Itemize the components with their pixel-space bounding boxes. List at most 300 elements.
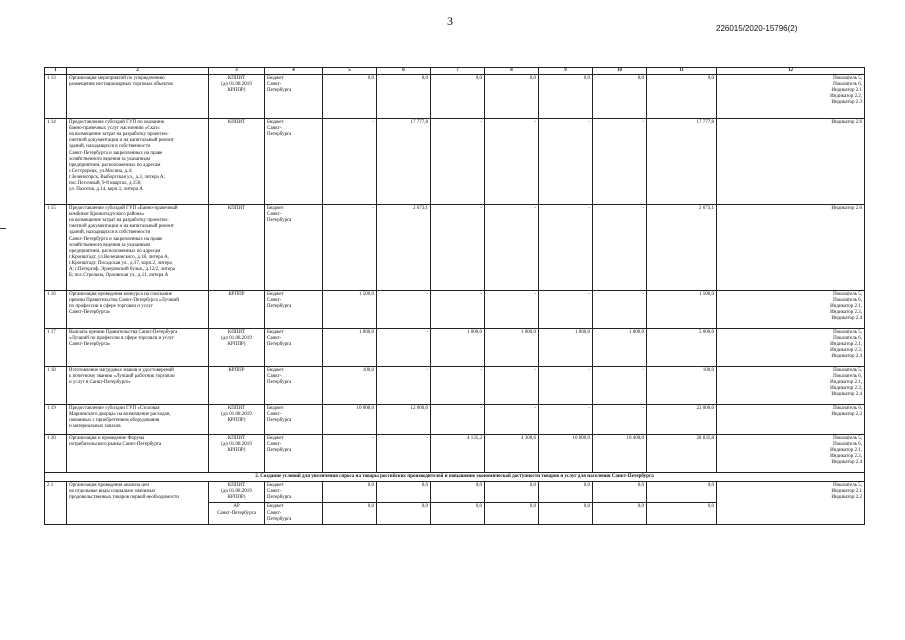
row-number-line: 1 15 [47,206,56,212]
indicator-cell-line: Индикатор 2.3, [830,454,862,460]
value-cell [377,75,431,119]
value-cell [431,291,485,329]
activity-description-line: Организация мероприятий по упорядочению [69,76,165,82]
activity-description-line: по профессии в сфере торговли и услуг [69,304,153,310]
executor-cell [209,291,265,329]
funding-source-cell [265,205,323,291]
value-cell-line: 0,0 [529,483,536,489]
value-cell [323,405,377,435]
executor-cell-line: КППИТ [227,436,246,442]
funding-source-cell [265,119,323,205]
value-cell [539,119,593,205]
value-cell [539,367,593,405]
value-cell [485,119,539,205]
table-row [45,367,865,405]
value-cell [647,367,717,405]
activity-description [67,482,209,525]
value-cell-line: - [588,368,590,374]
value-cell [323,205,377,291]
value-cell-line: 17 777,8 [696,120,714,126]
activity-description-line: пос.Песочный, 9-й квартал, д.150; [69,181,142,187]
activity-description-line: Выплата премии Правительства Санкт-Петербурга [69,330,178,336]
row-number-line: 1 14 [47,120,56,126]
activity-description-line: на возмещение затрат на разработку проектно- [69,218,169,224]
indicator-cell [717,205,865,291]
value-cell-line: - [534,406,536,412]
value-cell [323,435,377,473]
value-cell [593,205,647,291]
funding-source-cell-line: Петербурга [267,380,292,386]
value-cell [593,435,647,473]
program-table [44,67,865,525]
value-cell-line: 0,0 [421,483,428,489]
value-cell [377,119,431,205]
value-cell [647,205,717,291]
indicator-cell-line: Индикатор 2.4 [831,354,862,360]
value-cell-line: - [642,406,644,412]
value-cell [485,329,539,367]
activity-description-line: продовольственных товаров первой необходимости [69,495,179,501]
indicator-cell-line: Показатель 6, [833,298,862,304]
value-cell [323,367,377,405]
row-number [45,75,67,119]
row-number [45,435,67,473]
row-number-line: 1 18 [47,368,56,374]
value-cell-line: - [588,292,590,298]
value-cell [593,119,647,205]
funding-source-cell-line: Петербурга [267,132,292,138]
value-cell [485,367,539,405]
value-cell-line: 0,0 [707,504,714,510]
indicator-cell-line: Индикатор 2.4 [831,316,862,322]
value-cell-line: 2 673,1 [699,206,714,212]
value-cell [539,482,593,503]
activity-description [67,75,209,119]
indicator-cell-line: Показатель 5, [833,368,862,374]
value-cell [377,367,431,405]
funding-source-cell-line: Санкт- [267,298,282,304]
value-cell [377,291,431,329]
value-cell-line: 0,0 [637,76,644,82]
value-cell-line: 0,0 [475,504,482,510]
row-number-line: 1 16 [47,292,56,298]
activity-description [67,291,209,329]
indicator-cell-line: Показатель 5, [833,483,862,489]
executor-cell-line: КРППР [228,292,245,298]
funding-source-cell-line: Бюджет [267,292,284,298]
value-cell [431,205,485,291]
value-cell-line: - [534,368,536,374]
funding-source-cell-line: Петербурга [267,516,292,522]
indicator-cell-line: Показатель 6, [833,336,862,342]
executor-cell-line: КППИТ [227,483,246,489]
section-title [45,473,865,482]
funding-source-cell [265,435,323,473]
funding-source-cell-line: Санкт- [267,412,282,418]
indicator-cell-line: Показатель 5, [833,76,862,82]
table-row [45,205,865,291]
value-cell [539,435,593,473]
activity-description-line: Предоставление субсидий ГУП по оказанию [69,120,165,126]
indicator-cell-line: Индикатор 2.1, [830,342,862,348]
funding-source-cell [265,75,323,119]
col-header: 7 [431,68,485,75]
value-cell-line: - [480,206,482,212]
col-header: 10 [593,68,647,75]
value-cell [593,482,647,503]
activity-description-line: предприятием, расположенных по адресам [69,162,161,168]
funding-source-cell-line: Петербурга [267,304,292,310]
value-cell [593,367,647,405]
value-cell [593,75,647,119]
value-cell [377,435,431,473]
row-number-line: 1 17 [47,330,56,336]
executor-cell [209,405,265,435]
value-cell-line: - [588,406,590,412]
indicator-cell-line: Индикатор 2.1 [831,489,862,495]
value-cell-line: 0,0 [529,76,536,82]
value-cell [431,405,485,435]
value-cell [593,329,647,367]
col-header: 11 [647,68,717,75]
value-cell-line: 1 000,0 [359,330,374,336]
funding-source-cell-line: Бюджет [267,120,284,126]
funding-source-cell-line: Бюджет [267,206,284,212]
activity-description-line: «Лучший по профессии в сфере торговли и услуг [69,336,175,342]
funding-source-cell [265,329,323,367]
value-cell-line: - [480,406,482,412]
col-header: 8 [485,68,539,75]
executor-cell [209,435,265,473]
funding-source-cell [265,482,323,503]
funding-source-cell-line: Санкт- [267,374,282,380]
value-cell-line: - [534,206,536,212]
executor-cell-line: (до 01.08.2019 [221,336,252,342]
indicator-cell-line: Показатель 6, [833,442,862,448]
activity-description [67,435,209,473]
executor-cell [209,329,265,367]
funding-source-cell-line: Петербурга [267,495,292,501]
value-cell-line: - [642,292,644,298]
table-row [45,482,865,503]
row-number [45,482,67,525]
table-row [45,75,865,119]
indicator-cell-line: Индикатор 2.4 [831,392,862,398]
activity-description [67,119,209,205]
activity-description-line: зданий, находящихся в собственности [69,230,151,236]
col-header: 9 [539,68,593,75]
section-title-line: 2. Создание условий для увеличения спроса на товары российских производителей и повышение экономической доступности товаров и услуг для населения Санкт-Петербурга [255,474,654,480]
value-cell [377,482,431,503]
indicator-cell [717,291,865,329]
activity-description-line: банно-прачечных услуг населению «Скат» [69,126,160,132]
value-cell-line: 0,0 [583,483,590,489]
funding-source-cell-line: Бюджет [267,76,284,82]
funding-source-cell-line: Санкт- [267,82,282,88]
value-cell [647,75,717,119]
value-cell-line: 10 400,0 [626,436,644,442]
indicator-cell-line: Индикатор 2.3, [830,310,862,316]
indicator-cell-line: Индикатор 2.1, [830,304,862,310]
value-cell [431,329,485,367]
table-row [45,291,865,329]
funding-source-cell-line: Бюджет [267,436,284,442]
row-number [45,329,67,367]
activity-description-line: хозяйственного ведения за указанным [69,242,150,248]
activity-description [67,367,209,405]
executor-cell [209,119,265,205]
value-cell [647,119,717,205]
funding-source-cell [265,367,323,405]
executor-cell-line: КППИТ [227,76,246,82]
funding-source-cell [265,503,323,524]
indicator-cell-line: Индикатор 2.2 [831,495,862,501]
activity-description-line: размещения нестационарных торговых объектов [69,82,173,88]
activity-description-line: и материальных запасов [69,424,121,430]
indicator-cell [717,482,865,525]
executor-cell-line: АР [233,504,240,510]
indicator-cell-line: Индикатор 2.3, [830,348,862,354]
indicator-cell-line: Показатель 5, [833,436,862,442]
funding-source-cell-line: Бюджет [267,368,284,374]
activity-description-line: сметной документации и на капитальный ремонт [69,224,174,230]
value-cell-line: - [480,292,482,298]
value-cell-line: 0,0 [707,483,714,489]
executor-cell-line: КППИТ [227,120,246,126]
value-cell [377,503,431,524]
value-cell [593,405,647,435]
activity-description-line: г.Кронштадт, Посадская ул., д.37, корп.2, литера [69,260,172,266]
table-row [45,329,865,367]
value-cell-line: 28 835,8 [696,436,714,442]
activity-description-line: сметной документации и на капитальный ремонт [69,138,174,144]
table-row [45,119,865,205]
value-cell-line: 0,0 [475,76,482,82]
funding-source-cell-line: Санкт- [267,510,282,516]
indicator-cell-line: Показатель 6, [833,82,862,88]
activity-description-line: на отдельные виды социально значимых [69,489,156,495]
executor-cell-line: КППИТ [227,206,246,212]
value-cell [485,482,539,503]
value-cell [431,503,485,524]
value-cell-line: 0,0 [707,76,714,82]
value-cell-line: - [480,368,482,374]
indicator-cell-line: Индикатор 2.1, [830,448,862,454]
activity-description [67,329,209,367]
funding-source-cell-line: Санкт- [267,336,282,342]
indicator-cell [717,75,865,119]
indicator-cell-line: Индикатор 2.3 [831,412,862,418]
value-cell [593,503,647,524]
indicator-cell-line: Индикатор 2.6 [831,206,862,212]
value-cell-line: - [642,120,644,126]
page-number: 3 [447,14,453,28]
value-cell-line: 17 777,8 [410,120,428,126]
activity-description-line: связанных с приобретением оборудования [69,418,160,424]
funding-source-cell-line: Бюджет [267,483,284,489]
indicator-cell-line: Показатель 6, [833,406,862,412]
funding-source-cell-line: Петербурга [267,418,292,424]
value-cell [539,503,593,524]
funding-source-cell-line: Бюджет [267,330,284,336]
activity-description-line: Мариинского дворца» на возмещение расходов, [69,412,171,418]
executor-cell-line: (до 01.08.2019 [221,442,252,448]
value-cell-line: 0,0 [421,504,428,510]
value-cell-line: 22 000,0 [696,406,714,412]
col-header: 2 [67,68,209,75]
executor-cell-line: (до 01.08.2019 [221,82,252,88]
row-number-line: 1 20 [47,436,56,442]
value-cell-line: - [426,436,428,442]
value-cell-line: 0,0 [367,76,374,82]
indicator-cell [717,119,865,205]
value-cell-line: 1 000,0 [521,330,536,336]
activity-description-line: Санкт-Петербурга» [69,310,111,316]
executor-cell-line: КППИТ [227,406,246,412]
value-cell-line: 0,0 [367,483,374,489]
value-cell-line: - [372,436,374,442]
row-number-line: 2 1 [47,483,54,489]
funding-source-cell-line: Санкт- [267,212,282,218]
value-cell [593,291,647,329]
value-cell [431,482,485,503]
value-cell-line: - [426,368,428,374]
value-cell [377,205,431,291]
funding-source-cell-line: Петербурга [267,448,292,454]
value-cell [323,329,377,367]
value-cell-line: 0,0 [421,76,428,82]
margin-mark [0,228,6,229]
indicator-cell-line: Показатель 6, [833,374,862,380]
row-number [45,405,67,435]
value-cell [485,205,539,291]
activity-description-line: премии Правительства Санкт-Петербурга «Лучший [69,298,179,304]
value-cell-line: 100,0 [362,368,374,374]
funding-source-cell-line: Бюджет [267,406,284,412]
activity-description-line: Предоставление субсидий ГУП «Банно-прачечный [69,206,178,212]
value-cell [431,119,485,205]
funding-source-cell [265,405,323,435]
col-header: 12 [717,68,865,75]
value-cell-line: - [426,292,428,298]
value-cell [323,119,377,205]
value-cell-line: 10 000,0 [572,436,590,442]
value-cell-line: - [372,206,374,212]
activity-description-line: г.Зеленогорск, Выборгская ул., д.3, литера А; [69,174,165,180]
indicator-cell-line: Индикатор 2.3, [830,386,862,392]
activity-description-line: потребительского рынка Санкт-Петербурга [69,442,162,448]
activity-description-line: Санкт-Петербурга и закрепленных на праве [69,236,163,242]
indicator-cell [717,367,865,405]
value-cell [647,405,717,435]
indicator-cell [717,405,865,435]
executor-cell-line: КРППР) [227,418,246,424]
table-row [45,405,865,435]
indicator-cell-line: Индикатор 2.6 [831,120,862,126]
activity-description-line: Предоставление субсидии ГУП «Столовая [69,406,160,412]
row-number-line: 1 19 [47,406,56,412]
funding-source-cell-line: Санкт- [267,489,282,495]
table-row [45,435,865,473]
value-cell [431,367,485,405]
value-cell-line: 4 300,6 [521,436,536,442]
executor-cell [209,205,265,291]
indicator-cell-line: Индикатор 2.2, [830,94,862,100]
row-number [45,119,67,205]
value-cell-line: 0,0 [637,483,644,489]
value-cell-line: 4 135,2 [467,436,482,442]
value-cell-line: 0,0 [475,483,482,489]
activity-description-line: зданий, находящихся в собственности [69,144,151,150]
value-cell-line: - [372,120,374,126]
executor-cell [209,482,265,503]
value-cell [539,291,593,329]
value-cell [539,329,593,367]
executor-cell-line: (до 01.08.2019 [221,489,252,495]
activity-description-line: на возмещение затрат на разработку проектно- [69,132,169,138]
executor-cell-line: (до 01.08.2019 [221,412,252,418]
row-number [45,367,67,405]
column-header-row [45,68,865,75]
indicator-cell [717,329,865,367]
value-cell-line: 10 000,0 [356,406,374,412]
value-cell-line: - [426,330,428,336]
funding-source-cell-line: Бюджет [267,504,284,510]
funding-source-cell [265,291,323,329]
value-cell-line: - [588,206,590,212]
executor-cell-line: КРППР) [227,448,246,454]
indicator-cell-line: Показатель 5, [833,330,862,336]
funding-source-cell-line: Петербурга [267,218,292,224]
activity-description-line: хозяйственного ведения за указанным [69,156,150,162]
value-cell [377,405,431,435]
value-cell [485,291,539,329]
value-cell [485,503,539,524]
funding-source-cell-line: Санкт- [267,442,282,448]
activity-description-line: Организация проведения конкурса на соискание [69,292,173,298]
executor-cell [209,503,265,524]
value-cell [647,482,717,503]
executor-cell-line: КППИТ [227,330,246,336]
value-cell [485,75,539,119]
value-cell [323,291,377,329]
indicator-cell-line: Индикатор 2.4 [831,460,862,466]
value-cell [647,329,717,367]
activity-description [67,405,209,435]
activity-description-line: к почетному званию «Лучший работник торговли [69,374,175,380]
value-cell [647,503,717,524]
value-cell-line: 0,0 [583,76,590,82]
value-cell-line: - [534,292,536,298]
value-cell-line: 1 000,0 [629,330,644,336]
indicator-cell [717,435,865,473]
activity-description-line: Организация и проведение Форума [69,436,145,442]
value-cell [647,291,717,329]
value-cell [539,75,593,119]
col-header: 4 [265,68,323,75]
activity-description-line: Изготовление нагрудных знаков и удостоверений [69,368,174,374]
activity-description-line: г.Кронштадт, ул.Велешинского, д.18, литера А, [69,254,169,260]
row-number [45,291,67,329]
executor-cell-line: КРППР [228,368,245,374]
col-header: 5 [323,68,377,75]
indicator-cell-line: Индикатор 2.1 [831,88,862,94]
activity-description-line: А; г.Петергоф, Эрлеровский бульв., д.12/2, литера [69,267,175,273]
indicator-cell-line: Индикатор 2.3 [831,100,862,106]
row-number-line: 1 13 [47,76,56,82]
value-cell-line: 0,0 [529,504,536,510]
col-header: 6 [377,68,431,75]
